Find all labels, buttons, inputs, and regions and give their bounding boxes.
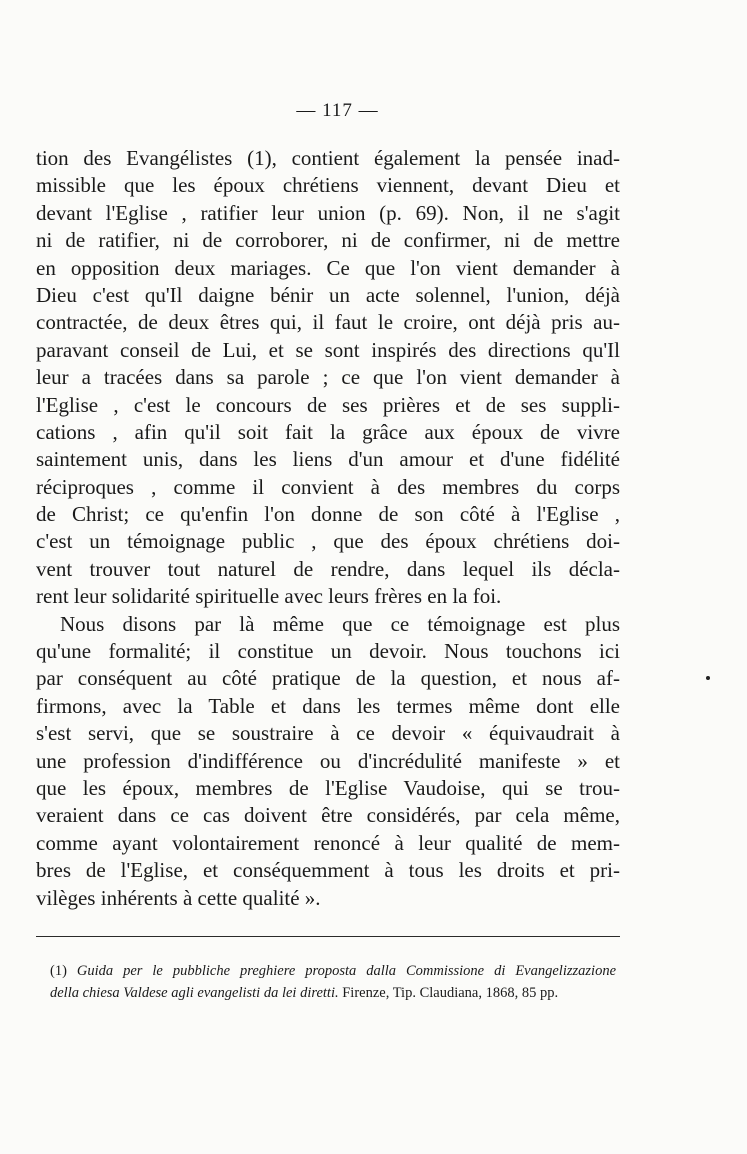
text-line: contractée, de deux êtres qui, il faut le croire, ont déjà pris au- [36, 310, 620, 335]
text-line: de Christ; ce qu'enfin l'on donne de son côté à l'Eglise , [36, 502, 620, 527]
text-line: une profession d'indifférence ou d'incrédulité manifeste » et [36, 748, 620, 773]
text-line: vilèges inhérents à cette qualité ». [36, 885, 321, 910]
text-line: réciproques , comme il convient à des membres du corps [36, 474, 620, 499]
body-text [36, 145, 620, 912]
footnote [50, 960, 616, 1004]
text-line: veraient dans ce cas doivent être considérés, par cela même, [36, 803, 620, 828]
text-line: bres de l'Eglise, et conséquemment à tous les droits et pri- [36, 858, 620, 883]
text-line: s'est servi, que se soustraire à ce devoir « équivaudrait à [36, 721, 620, 746]
scan-speck [706, 676, 710, 680]
text-line: saintement unis, dans les liens d'un amour et d'une fidélité [36, 447, 620, 472]
text-line: par conséquent au côté pratique de la question, et nous af- [36, 666, 620, 691]
text-line: vent trouver tout naturel de rendre, dans lequel ils décla- [36, 556, 620, 581]
text-line: paravant conseil de Lui, et se sont inspirés des directions qu'Il [36, 337, 620, 362]
page-number: — 117 — [296, 100, 379, 121]
text-line: missible que les époux chrétiens viennent, devant Dieu et [36, 173, 620, 198]
text-line: que les époux, membres de l'Eglise Vaudoise, qui se trou- [36, 775, 620, 800]
text-line: Nous disons par là même que ce témoignage est plus [60, 611, 620, 636]
text-line: cations , afin qu'il soit fait la grâce aux époux de vivre [36, 419, 620, 444]
footnote-publisher: Firenze, Tip. Claudiana, 1868, 85 pp. [338, 985, 559, 1001]
text-line: comme ayant volontairement renoncé à leur qualité de mem- [36, 830, 620, 855]
text-line: rent leur solidarité spirituelle avec leurs frères en la foi. [36, 584, 502, 609]
text-line: devant l'Eglise , ratifier leur union (p. 69). Non, il ne s'agit [36, 200, 620, 225]
text-line: c'est un témoignage public , que des époux chrétiens doi- [36, 529, 620, 554]
text-line: en opposition deux mariages. Ce que l'on vient demander à [36, 255, 620, 280]
footnote-title-continued: della chiesa Valdese agli evangelisti da lei diretti. [50, 985, 339, 1001]
text-line: ni de ratifier, ni de corroborer, ni de confirmer, ni de mettre [36, 228, 620, 253]
text-line: tion des Evangélistes (1), contient également la pensée inad- [36, 146, 620, 170]
footnote-line-2 [50, 982, 616, 1004]
text-line: firmons, avec la Table et dans les termes même dont elle [36, 693, 620, 718]
footnote-title: Guida per le pubbliche preghiere proposta dalla Commissione di Evangelizzazione [76, 963, 617, 979]
footnote-divider [36, 936, 620, 937]
text-line: leur a tracées dans sa parole ; ce que l'on vient demander à [36, 365, 620, 390]
text-line: l'Eglise , c'est le concours de ses prières et de ses suppli- [36, 392, 620, 417]
footnote-marker: (1) [50, 963, 67, 979]
text-line: Dieu c'est qu'Il daigne bénir un acte solennel, l'union, déjà [36, 282, 620, 307]
footnote-line-1 [50, 960, 616, 982]
text-line: qu'une formalité; il constitue un devoir. Nous touchons ici [36, 639, 620, 664]
